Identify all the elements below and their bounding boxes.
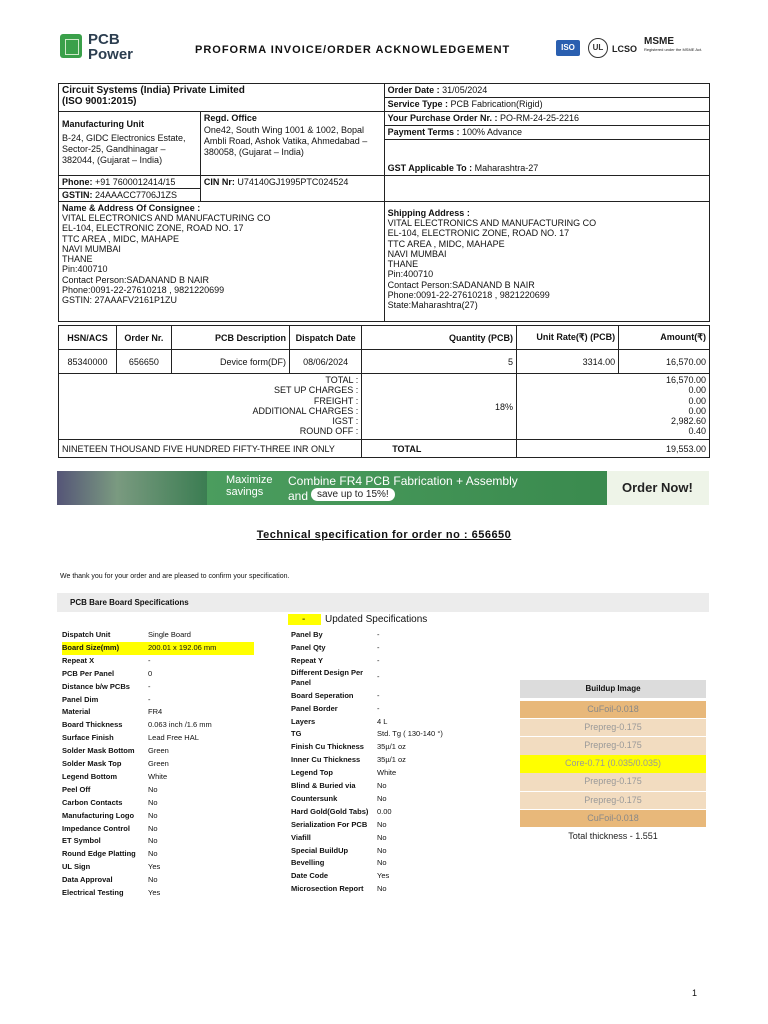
spec-row (291, 806, 392, 819)
buildup-title: Buildup Image (520, 680, 706, 698)
spec-label: Electrical Testing (62, 888, 124, 897)
lcso-cert-logo: LCSO (612, 44, 638, 54)
spec-row (291, 819, 387, 832)
spec-label: TG (291, 729, 302, 739)
thanks-text: We thank you for your order and are pleased to confirm your specification. (60, 573, 290, 580)
updated-spec-label: Updated Specifications (325, 614, 428, 625)
cell-quantity: 5 (362, 350, 517, 374)
shipping-line: State:Maharashtra(27) (387, 300, 478, 311)
seller-name-cell (59, 84, 385, 112)
order-info-cell (384, 84, 709, 112)
spec-value: - (148, 694, 151, 704)
spec-label: Special BuildUp (291, 845, 349, 855)
cell-amount: 16,570.00 (619, 350, 710, 374)
order-date: 31/05/2024 (442, 85, 488, 95)
consignee-label: Name & Address Of Consignee : (62, 203, 201, 213)
spec-value: Green (148, 746, 169, 756)
spec-label: Material (62, 707, 91, 717)
payment-row: Payment Terms : 100% Advance (385, 126, 709, 140)
spec-value: - (377, 690, 380, 700)
po-gst-cell (384, 112, 709, 176)
spec-label: UL Sign (62, 862, 91, 872)
gstin: 24AAACC7706J1ZS (95, 190, 178, 200)
spec-row (291, 845, 387, 858)
spec-row (291, 793, 387, 806)
spec-row (291, 642, 380, 655)
spec-row (62, 848, 158, 861)
spec-value: Lead Free HAL (148, 733, 199, 743)
updated-dash: - (302, 614, 306, 625)
shipping-line: THANE (387, 259, 419, 270)
spec-row (291, 690, 380, 703)
spec-label: Board Thickness (62, 720, 123, 730)
col-amount: Amount(₹) (619, 326, 710, 350)
spec-label: Legend Top (291, 768, 333, 778)
spec-value: - (377, 655, 380, 665)
shipping-line: NAVI MUMBAI (387, 248, 447, 259)
consignee-line: GSTIN: 27AAAFV2161P1ZU (62, 295, 178, 306)
empty-cell (384, 176, 709, 202)
spec-value: 35µ/1 oz (377, 755, 406, 765)
spec-value: White (377, 768, 397, 778)
spec-value: - (377, 672, 380, 682)
document-title: PROFORMA INVOICE/ORDER ACKNOWLEDGEMENT (195, 44, 511, 56)
spec-label: Board Seperation (291, 690, 354, 700)
spec-value: 35µ/1 oz (377, 742, 406, 752)
spec-row (62, 835, 158, 848)
spec-label: Repeat X (62, 655, 95, 665)
gst-row: GST Applicable To : Maharashtra-27 (387, 163, 539, 173)
spec-row (291, 754, 406, 767)
spec-value: Yes (148, 888, 161, 897)
amount-in-words: NINETEEN THOUSAND FIVE HUNDRED FIFTY-THREE INR ONLY (59, 440, 362, 458)
cin-cell: CIN Nr: U74140GJ1995PTC024524 (200, 176, 384, 202)
buildup-layer: CuFoil-0.018 (520, 810, 706, 828)
consignee-line: TTC AREA , MIDC, MAHAPE (62, 233, 180, 244)
banner-and-text: and (288, 489, 309, 503)
consignee-line: THANE (62, 254, 93, 265)
spec-value: No (377, 858, 387, 868)
spec-row (291, 668, 380, 688)
charge-value: 0.00 (688, 405, 706, 416)
mfg-unit-cell (59, 112, 201, 176)
phone-gstin-cell (59, 176, 201, 202)
spec-row (291, 655, 380, 668)
pcb-board-image (57, 471, 207, 505)
spec-value: FR4 (148, 707, 163, 717)
spec-row (291, 767, 396, 780)
spec-value: No (377, 884, 387, 894)
cell-description: Device form(DF) (171, 350, 289, 374)
buildup-layer: Core-0.71 (0.035/0.035) (520, 755, 706, 773)
spec-value: No (148, 797, 158, 807)
spec-value: No (377, 845, 387, 855)
total-row (59, 440, 710, 458)
spec-right-column (291, 629, 511, 909)
buildup-layer: Prepreg-0.175 (520, 737, 706, 755)
consignee-cell (59, 202, 385, 322)
shipping-line: Phone:0091-22-27610218 , 9821220699 (387, 290, 550, 301)
section-title: PCB Bare Board Specifications (70, 598, 189, 607)
spec-value: No (148, 836, 158, 846)
charge-value: 2,982.60 (670, 416, 706, 427)
cell-unit-rate: 3314.00 (516, 350, 618, 374)
spec-row (62, 668, 152, 681)
spec-row (62, 758, 169, 771)
cell-hsn: 85340000 (59, 350, 117, 374)
col-hsn: HSN/ACS (59, 326, 117, 350)
spec-label: Viafill (291, 832, 311, 842)
charge-label: FREIGHT : (313, 395, 359, 406)
col-order: Order Nr. (117, 326, 172, 350)
spec-value: Std. Tg ( 130-140 °) (377, 729, 443, 739)
logo-line2: Power (88, 46, 134, 63)
spec-label: Peel Off (62, 784, 91, 794)
col-unit-rate: Unit Rate(₹) (PCB) (516, 326, 618, 350)
spec-label: Surface Finish (62, 733, 114, 743)
charge-label: IGST : (332, 416, 359, 427)
spec-row (291, 870, 389, 883)
mfg-address: B-24, GIDC Electronics Estate, Sector-25, Gandhinagar – 382044, (Gujarat – India) (62, 133, 186, 165)
charge-label: ADDITIONAL CHARGES : (252, 405, 359, 416)
charge-label: SET UP CHARGES : (274, 385, 359, 396)
regd-office-cell (200, 112, 384, 176)
service-type-row: Service Type : PCB Fabrication(Rigid) (387, 99, 543, 109)
spec-row (62, 887, 160, 900)
spec-row (62, 694, 151, 707)
col-quantity: Quantity (PCB) (362, 326, 517, 350)
consignee-line: NAVI MUMBAI (62, 243, 121, 254)
spec-value: - (377, 630, 380, 639)
spec-row (291, 883, 387, 896)
grand-total: 19,553.00 (516, 440, 709, 458)
spec-value: No (148, 849, 158, 859)
ul-cert-logo: UL (588, 38, 608, 58)
table-row (59, 350, 710, 374)
spec-label: PCB Per Panel (62, 668, 115, 678)
pcb-power-logo-icon (60, 34, 82, 58)
invoice-header-table (58, 83, 710, 322)
items-header-row (59, 326, 710, 350)
total-label: TOTAL (362, 440, 517, 458)
spec-value: 4 L (377, 716, 388, 726)
spec-row (62, 784, 158, 797)
gstin-row: GSTIN: 24AAACC7706J1ZS (62, 190, 178, 200)
charge-label: ROUND OFF : (299, 426, 359, 437)
spec-value: No (377, 832, 387, 842)
banner-maximize: Maximize savings (226, 474, 273, 498)
spec-value: 0.063 inch /1.6 mm (148, 720, 212, 730)
spec-label: Layers (291, 716, 316, 726)
col-description: PCB Description (171, 326, 289, 350)
spec-label: Countersunk (291, 793, 338, 803)
buildup-total: Total thickness - 1.551 (568, 830, 658, 841)
spec-value: No (148, 784, 158, 794)
spec-row (291, 716, 387, 729)
consignee-line: VITAL ELECTRONICS AND MANUFACTURING CO (62, 213, 271, 223)
spec-label: Microsection Report (291, 884, 364, 894)
consignee-line: Contact Person:SADANAND B NAIR (62, 274, 210, 285)
cell-dispatch: 08/06/2024 (290, 350, 362, 374)
shipping-cell (384, 202, 709, 322)
cell-order: 656650 (117, 350, 172, 374)
spec-label: Solder Mask Bottom (62, 746, 135, 756)
spec-row (291, 780, 387, 793)
spec-row (62, 874, 158, 887)
spec-label: Hard Gold(Gold Tabs) (291, 806, 369, 816)
spec-label: Dispatch Unit (62, 630, 111, 639)
shipping-line: VITAL ELECTRONICS AND MANUFACTURING CO (387, 218, 597, 228)
cin: U74140GJ1995PTC024524 (237, 177, 349, 187)
po-number: PO-RM-24-25-2216 (500, 113, 580, 123)
charges-row (59, 374, 710, 440)
spec-label: Inner Cu Thickness (291, 755, 361, 765)
shipping-line: TTC AREA , MIDC, MAHAPE (387, 238, 505, 249)
spec-value: Green (148, 759, 169, 768)
spec-row (291, 832, 387, 845)
page-number: 1 (692, 988, 698, 998)
spec-row (291, 629, 380, 642)
spec-row (62, 823, 158, 836)
spec-label: Date Code (291, 871, 329, 881)
spec-value: No (148, 875, 158, 885)
regd-label: Regd. Office (203, 113, 257, 123)
seller-iso: (ISO 9001:2015) (62, 96, 137, 107)
spec-value: Yes (377, 871, 390, 881)
regd-address: One42, South Wing 1001 & 1002, Bopal Ambli Road, Ashok Vatika, Ahmedabad – 380058, (Gujarat – India) (203, 125, 368, 157)
shipping-line: Contact Person:SADANAND B NAIR (387, 279, 535, 290)
spec-value: No (148, 823, 158, 833)
order-date-row: Order Date : 31/05/2024 (385, 84, 709, 98)
spec-row (291, 703, 380, 716)
buildup-panel (520, 680, 706, 846)
charge-value: 0.00 (688, 385, 706, 396)
spec-label: Legend Bottom (62, 771, 117, 781)
spec-label: Solder Mask Top (62, 759, 122, 768)
buildup-layer: Prepreg-0.175 (520, 792, 706, 810)
spec-row (62, 642, 254, 655)
service-type: PCB Fabrication(Rigid) (450, 99, 543, 109)
spec-label: Impedance Control (62, 823, 130, 833)
spec-row (62, 797, 158, 810)
buildup-layer: Prepreg-0.175 (520, 719, 706, 737)
spec-row (62, 655, 151, 668)
mfg-label: Manufacturing Unit (62, 119, 144, 129)
phone: +91 7600012414/15 (95, 177, 176, 187)
shipping-line: EL-104, ELECTRONIC ZONE, ROAD NO. 17 (387, 228, 570, 239)
msme-label: MSME (644, 36, 674, 47)
seller-name: Circuit Systems (India) Private Limited (62, 85, 245, 96)
spec-value: No (148, 810, 158, 820)
shipping-line: Pin:400710 (387, 269, 434, 280)
spec-value: Single Board (148, 630, 191, 639)
iso-cert-logo: ISO (556, 40, 580, 56)
spec-value: White (148, 771, 168, 781)
spec-label: Different Design Per Panel (291, 667, 364, 687)
gst-applicable: Maharashtra-27 (474, 163, 539, 173)
charges-values (516, 374, 709, 440)
spec-label: Carbon Contacts (62, 797, 123, 807)
spec-label: Panel Qty (291, 642, 326, 652)
spec-label: Blind & Buried via (291, 781, 356, 790)
items-table (58, 325, 710, 458)
spec-label: Manufacturing Logo (62, 810, 135, 820)
spec-row (62, 745, 169, 758)
spec-label: Serialization For PCB (291, 819, 368, 829)
spec-row (291, 741, 406, 754)
banner-savings-pill: save up to 15%! (311, 488, 395, 501)
spec-label: Round Edge Platting (62, 849, 136, 859)
payment-terms: 100% Advance (462, 127, 523, 137)
msme-cert-logo (644, 36, 704, 52)
spec-value: - (377, 703, 380, 713)
spec-row (62, 771, 167, 784)
spec-left-column (62, 629, 282, 909)
spec-label: Panel Dim (62, 694, 99, 704)
spec-value: No (377, 781, 387, 790)
order-now-button[interactable]: Order Now! (622, 480, 693, 495)
charges-labels (59, 374, 362, 440)
spec-row (291, 857, 387, 870)
spec-value: 200.01 x 192.06 mm (148, 642, 254, 655)
spec-row (62, 629, 191, 642)
shipping-label: Shipping Address : (387, 208, 470, 218)
spec-label: Panel Border (291, 703, 338, 713)
spec-value: Yes (148, 862, 161, 872)
col-dispatch: Dispatch Date (290, 326, 362, 350)
banner-combine-text: Combine FR4 PCB Fabrication + Assembly (288, 474, 518, 488)
spec-label: ET Symbol (62, 836, 101, 846)
spec-row (62, 681, 151, 694)
spec-value: 0 (148, 668, 153, 678)
consignee-line: EL-104, ELECTRONIC ZONE, ROAD NO. 17 (62, 223, 244, 234)
consignee-line: Phone:0091-22-27610218 , 9821220699 (62, 285, 225, 296)
po-row: Your Purchase Order Nr. : PO-RM-24-25-2216 (385, 112, 709, 126)
spec-label: Data Approval (62, 875, 113, 885)
company-logo-text (88, 32, 133, 62)
consignee-line: Pin:400710 (62, 264, 108, 275)
spec-row (62, 810, 158, 823)
spec-row (62, 861, 160, 874)
msme-sub: Registered under the MSME Act. (644, 47, 703, 52)
spec-label: Repeat Y (291, 655, 323, 665)
spec-row (291, 728, 443, 741)
spec-label: Distance b/w PCBs (62, 681, 130, 691)
logo-line1: PCB (88, 31, 120, 48)
charge-value: 0.40 (688, 426, 706, 437)
charge-value: 16,570.00 (665, 375, 706, 385)
buildup-layer: CuFoil-0.018 (520, 701, 706, 719)
spec-value: No (377, 793, 387, 803)
spec-row (62, 732, 199, 745)
spec-label: Board Size(mm) (62, 642, 148, 655)
spec-label: Bevelling (291, 858, 325, 868)
charge-label: TOTAL : (325, 375, 359, 385)
spec-row (62, 706, 162, 719)
spec-value: - (148, 681, 151, 691)
spec-value: - (377, 642, 380, 652)
spec-label: Panel By (291, 630, 323, 639)
spec-row (62, 719, 212, 732)
spec-label: Finish Cu Thickness (291, 742, 364, 752)
spec-value: - (148, 655, 151, 665)
igst-rate: 18% (362, 374, 517, 440)
banner-arrow-shape (590, 471, 606, 505)
phone-row: Phone: +91 7600012414/15 (59, 176, 200, 189)
spec-value: 0.00 (377, 806, 392, 816)
charge-value: 0.00 (688, 395, 706, 406)
spec-value: No (377, 819, 387, 829)
buildup-layer: Prepreg-0.175 (520, 773, 706, 791)
spec-title: Technical specification for order no : 656650 (256, 529, 512, 541)
